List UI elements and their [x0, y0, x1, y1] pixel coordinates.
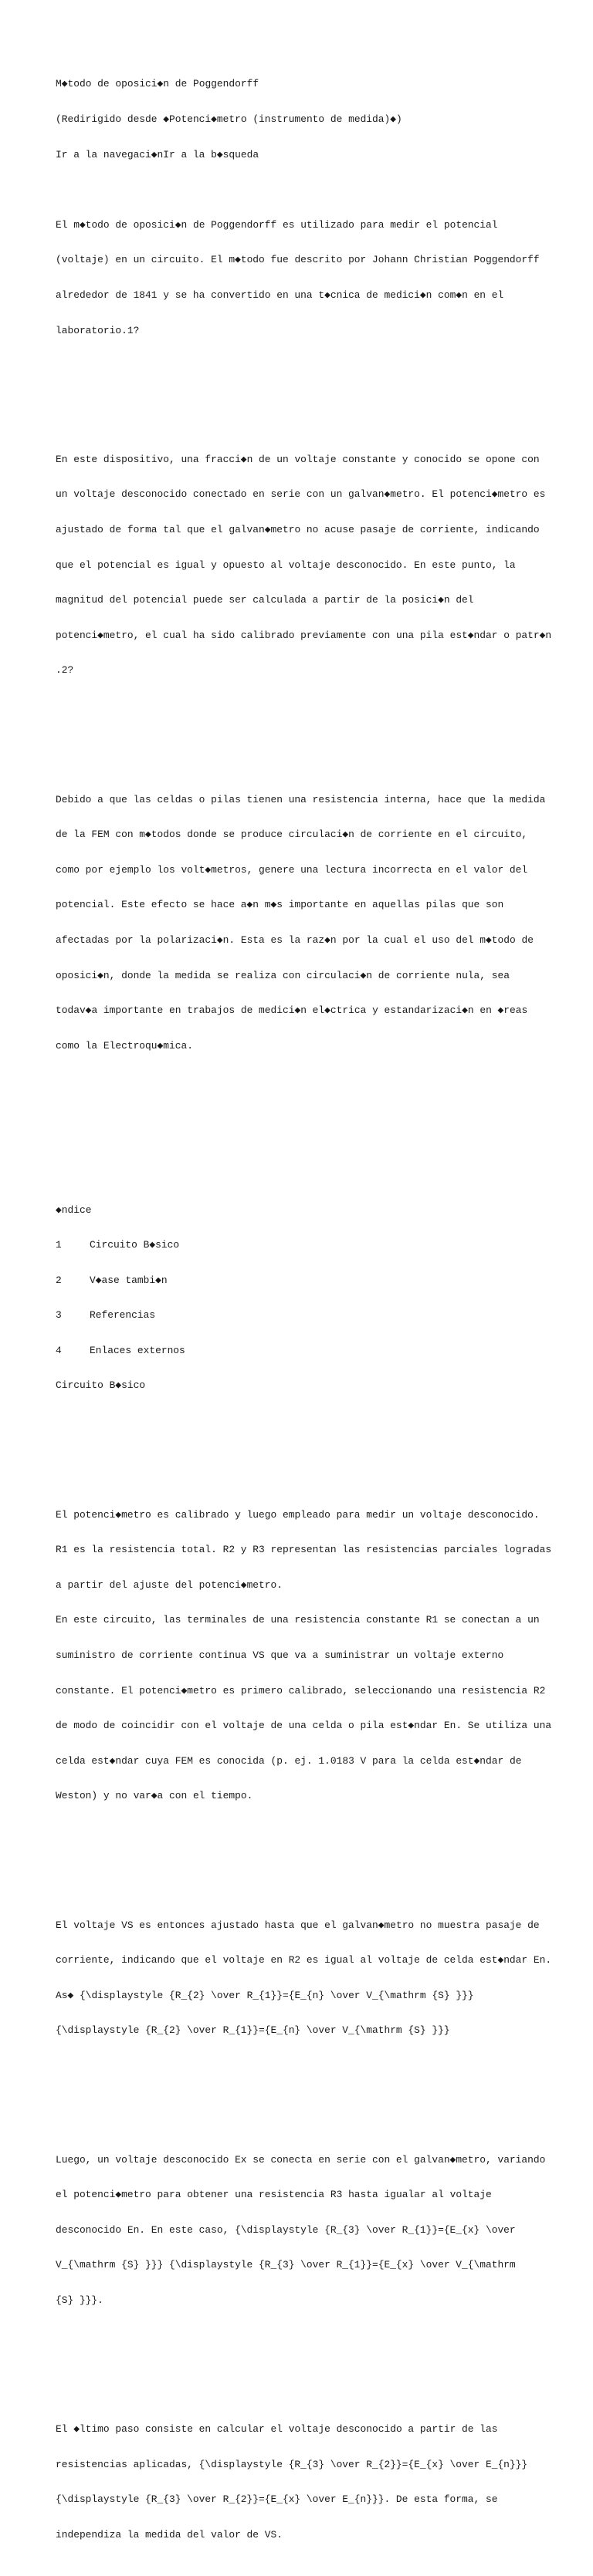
device-paragraph	[56, 430, 565, 700]
toc-item[interactable]	[56, 1309, 565, 1321]
text-line: como la Electroqu◆mica.	[56, 1039, 193, 1052]
section-title: Circuito B◆sico	[56, 1379, 146, 1392]
text-line: {S} }}}.	[56, 2294, 103, 2306]
toc-item[interactable]	[56, 1239, 565, 1251]
spacer	[56, 1099, 565, 1110]
text-line: que el potencial es igual y opuesto al voltaje desconocido. En este punto, la	[56, 559, 516, 571]
text-line: potencial. Este efecto se hace a◆n m◆s importante en aquellas pilas que son	[56, 899, 504, 911]
calibration-paragraph	[56, 1485, 565, 1825]
text-line: el potenci◆metro para obtener una resistencia R3 hasta igualar al voltaje	[56, 2189, 492, 2201]
text-line: laboratorio.1?	[56, 324, 140, 336]
spacer	[56, 383, 565, 395]
toc-item[interactable]	[56, 1274, 565, 1286]
text-line: As◆ {\displaystyle {R_{2} \over R_{1}}={E_{n} \over V_{\mathrm {S} }}}	[56, 1989, 474, 2001]
text-line: suministro de corriente continua VS que va a suministrar un voltaje externo	[56, 1649, 504, 1662]
text-line: desconocido En. En este caso, {\displaystyle {R_{3} \over R_{1}}={E_{x} \over	[56, 2223, 516, 2236]
text-line: {\displaystyle {R_{2} \over R_{1}}={E_{n} \over V_{\mathrm {S} }}}	[56, 2024, 450, 2037]
text-line: ajustado de forma tal que el galvan◆metro no acuse pasaje de corriente, indicando	[56, 523, 540, 535]
spacer	[56, 2353, 565, 2365]
text-line: alrededor de 1841 y se ha convertido en una t◆cnica de medici◆n com◆n en el	[56, 289, 504, 301]
text-line: oposici◆n, donde la medida se realiza con circulaci◆n de corriente nula, sea	[56, 969, 510, 981]
unknown-voltage-paragraph	[56, 2130, 565, 2329]
spacer	[56, 723, 565, 734]
toc-item-label: V◆ase tambi◆n	[90, 1274, 168, 1286]
toc-item-number: 3	[56, 1309, 62, 1322]
adjustment-paragraph	[56, 1896, 565, 2060]
text-line: afectadas por la polarizaci◆n. Esta es la raz◆n por la cual el uso del m◆todo de	[56, 934, 534, 946]
text-line: R1 es la resistencia total. R2 y R3 representan las resistencias parciales logradas	[56, 1544, 552, 1556]
text-line: a partir del ajuste del potenci◆metro.	[56, 1578, 283, 1591]
page-title: M◆todo de oposici◆n de Poggendorff	[56, 78, 259, 90]
text-line: Luego, un voltaje desconocido Ex se conecta en serie con el galvan◆metro, variando	[56, 2153, 546, 2166]
text-line: magnitud del potencial puede ser calculada a partir de la posici◆n del	[56, 594, 474, 606]
toc-item-label: Enlaces externos	[90, 1344, 185, 1356]
toc-item-number: 1	[56, 1239, 62, 1251]
spacer	[56, 1438, 565, 1450]
navigation-links[interactable]: Ir a la navegaci◆nIr a la b◆squeda	[56, 148, 259, 160]
final-step-paragraph	[56, 2400, 565, 2564]
toc-item-number: 2	[56, 1274, 62, 1286]
text-line: V_{\mathrm {S} }}} {\displaystyle {R_{3} \over R_{1}}={E_{x} \over V_{\mathrm	[56, 2259, 516, 2271]
toc-item-label: Referencias	[90, 1309, 156, 1322]
table-of-contents	[56, 1180, 565, 1415]
document-body	[56, 55, 565, 2576]
text-line: .2?	[56, 664, 74, 677]
spacer	[56, 1848, 565, 1860]
text-line: El voltaje VS es entonces ajustado hasta que el galvan◆metro no muestra pasaje de	[56, 1919, 540, 1931]
text-line: En este dispositivo, una fracci◆n de un voltaje constante y conocido se opone con	[56, 453, 540, 465]
text-line: independiza la medida del valor de VS.	[56, 2528, 283, 2541]
text-line: El ◆ltimo paso consiste en calcular el voltaje desconocido a partir de las	[56, 2423, 498, 2436]
spacer	[56, 2083, 565, 2095]
resistance-paragraph	[56, 770, 565, 1075]
text-line: En este circuito, las terminales de una resistencia constante R1 se conectan a un	[56, 1614, 540, 1626]
toc-item-number: 4	[56, 1344, 62, 1356]
text-line: El potenci◆metro es calibrado y luego empleado para medir un voltaje desconocido.	[56, 1508, 540, 1521]
text-line: como por ejemplo los volt◆metros, genere una lectura incorrecta en el valor del	[56, 863, 528, 876]
text-line: potenci◆metro, el cual ha sido calibrado previamente con una pila est◆ndar o patr◆n	[56, 629, 552, 641]
toc-heading: ◆ndice	[56, 1204, 92, 1216]
spacer	[56, 1133, 565, 1145]
text-line: constante. El potenci◆metro es primero calibrado, seleccionando una resistencia R2	[56, 1684, 546, 1697]
toc-item[interactable]	[56, 1345, 565, 1356]
text-line: Debido a que las celdas o pilas tienen una resistencia interna, hace que la medida	[56, 793, 546, 805]
text-line: de modo de coincidir con el voltaje de una celda o pila est◆ndar En. Se utiliza una	[56, 1720, 552, 1732]
text-line: El m◆todo de oposici◆n de Poggendorff es utilizado para medir el potencial	[56, 218, 498, 231]
text-line: celda est◆ndar cuya FEM es conocida (p. ej. 1.0183 V para la celda est◆ndar de	[56, 1754, 522, 1767]
intro-paragraph	[56, 195, 565, 360]
text-line: corriente, indicando que el voltaje en R2 es igual al voltaje de celda est◆ndar En.	[56, 1954, 552, 1967]
text-line: de la FEM con m◆todos donde se produce circulaci◆n de corriente en el circuito,	[56, 829, 528, 841]
text-line: {\displaystyle {R_{3} \over R_{2}}={E_{x} \over E_{n}}}. De esta forma, se	[56, 2493, 498, 2506]
redirect-note: (Redirigido desde ◆Potenci◆metro (instrumento de medida)◆)	[56, 113, 402, 125]
text-line: (voltaje) en un circuito. El m◆todo fue descrito por Johann Christian Poggendorff	[56, 254, 540, 266]
text-line: un voltaje desconocido conectado en serie con un galvan◆metro. El potenci◆metro es	[56, 488, 546, 501]
text-line: resistencias aplicadas, {\displaystyle {R_{3} \over R_{2}}={E_{x} \over E_{n}}}	[56, 2458, 528, 2470]
toc-item-label: Circuito B◆sico	[90, 1239, 180, 1251]
text-line: todav◆a importante en trabajos de medici◆n el◆ctrica y estandarizaci◆n en ◆reas	[56, 1004, 528, 1017]
text-line: Weston) y no var◆a con el tiempo.	[56, 1790, 253, 1802]
